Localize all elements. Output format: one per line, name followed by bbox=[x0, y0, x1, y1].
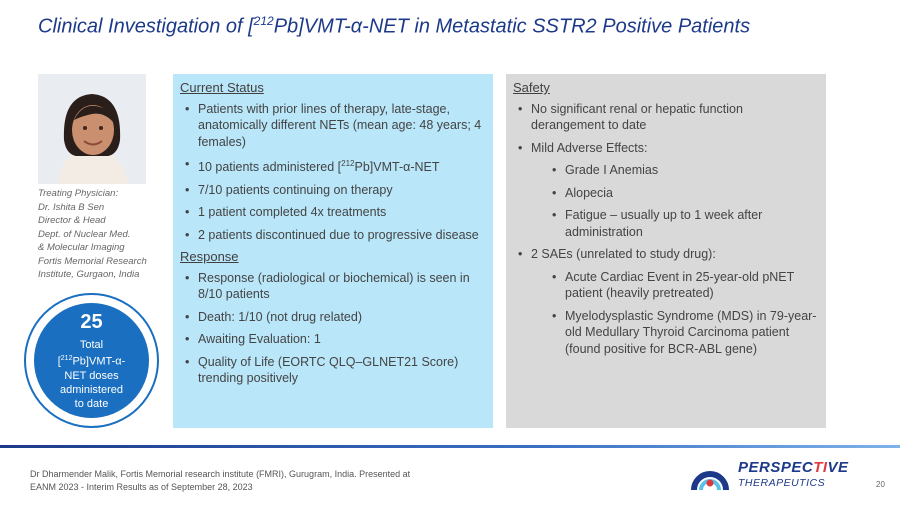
list-item: • Mild Adverse Effects: bbox=[513, 140, 826, 157]
list-sub-item: • Alopecia bbox=[547, 185, 826, 202]
footer-divider bbox=[0, 445, 900, 448]
list-item: • Patients with prior lines of therapy, late-stage, anatomically different NETs (mean age: 48 years; 4 females) bbox=[180, 101, 493, 151]
list-sub-item: • Acute Cardiac Event in 25-year-old pNET patient (heavily pretreated) bbox=[547, 269, 826, 302]
physician-location: Institute, Gurgaon, India bbox=[38, 269, 140, 280]
physician-label: Treating Physician: bbox=[38, 188, 119, 199]
current-status-panel bbox=[173, 74, 493, 428]
list-item: • 2 SAEs (unrelated to study drug): bbox=[513, 246, 826, 263]
physician-portrait-icon bbox=[38, 74, 146, 184]
response-list bbox=[173, 270, 493, 387]
list-item: • Quality of Life (EORTC QLQ–GLNET21 Score) trending positively bbox=[180, 354, 493, 387]
current-status-list bbox=[173, 101, 493, 244]
physician-dept-2: & Molecular Imaging bbox=[38, 242, 125, 253]
physician-institute: Fortis Memorial Research bbox=[38, 255, 147, 267]
physician-info bbox=[38, 187, 168, 282]
current-status-heading: Current Status bbox=[180, 80, 264, 95]
safety-list bbox=[506, 101, 826, 358]
list-sub-item: • Fatigue – usually up to 1 week after administration bbox=[547, 207, 826, 240]
physician-name: Dr. Ishita B Sen bbox=[38, 201, 105, 213]
physician-photo bbox=[38, 74, 146, 184]
safety-panel bbox=[506, 74, 826, 428]
slide-title: Clinical Investigation of [$^{212}$Pb]VMT-α-NET in Metastatic SSTR2 Positive Patients bbox=[38, 14, 751, 38]
list-item: • 2 patients discontinued due to progressive disease bbox=[180, 227, 493, 244]
list-item: • Death: 1/10 (not drug related) bbox=[180, 309, 493, 326]
list-item: • 1 patient completed 4x treatments bbox=[180, 204, 493, 221]
list-item: • Response (radiological or biochemical) is seen in 8/10 patients bbox=[180, 270, 493, 303]
badge-number: 25 bbox=[80, 311, 103, 333]
list-item: • Awaiting Evaluation: 1 bbox=[180, 331, 493, 348]
logo-subtitle: THERAPEUTICS bbox=[738, 477, 826, 489]
company-logo bbox=[690, 456, 870, 494]
physician-role: Director & Head bbox=[38, 215, 106, 226]
physician-dept: Dept. of Nuclear Med. bbox=[38, 228, 131, 240]
footer-citation: Dr Dharmender Malik, Fortis Memorial research institute (FMRI), Gurugram, India. Presented at EANM 2023 - Interim Results as of September 28, 2023 bbox=[30, 469, 411, 492]
logo-mark-icon bbox=[690, 456, 730, 494]
page-number: 20 bbox=[876, 480, 885, 489]
response-heading: Response bbox=[180, 249, 239, 265]
list-sub-item: • Grade I Anemias bbox=[547, 162, 826, 179]
total-doses-badge bbox=[34, 303, 149, 418]
list-item: • 10 patients administered [$^{212}$Pb]VMT-α-NET bbox=[180, 156, 493, 176]
list-sub-item: • Myelodysplastic Syndrome (MDS) in 79-year-old Medullary Thyroid Carcinoma patient (found positive for BCR-ABL gene) bbox=[547, 308, 826, 358]
logo-name: PERSPECTIVE bbox=[738, 459, 849, 476]
badge-caption: Total [$^{212}$Pb]VMT-α- NET doses administered to date bbox=[57, 339, 126, 410]
safety-heading: Safety bbox=[513, 80, 550, 95]
list-item: • 7/10 patients continuing on therapy bbox=[180, 182, 493, 199]
list-item: • No significant renal or hepatic function derangement to date bbox=[513, 101, 826, 134]
